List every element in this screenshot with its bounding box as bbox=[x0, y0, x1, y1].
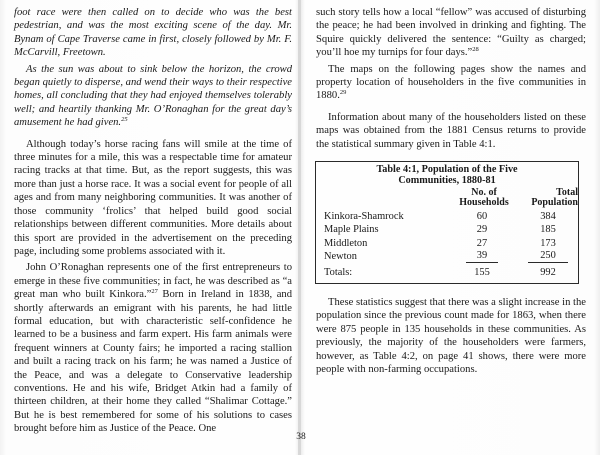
population-value: 173 bbox=[540, 237, 556, 249]
population-table bbox=[315, 161, 579, 284]
population-value: 384 bbox=[540, 211, 556, 223]
table-row bbox=[316, 223, 578, 236]
body-paragraph-oronaghan: John O’Ronaghan represents one of the first entrepreneurs to emerge in these five communities; in fact, he was described as “a great man who built Kinkora.”$^{27}$ Born in Ireland in 1838, and shortly afterwards an emigrant with his parents, he had little formal education, but with characteristic self-confidence he learned to be a business and farm expert. His farm animals were frequent winners at County fairs; he imported a racing stallion and built a racing track on his farm; he was named a Justice of the Peace, and was a delegate to Conservative leadership conventions. He and his wife, Bridget Atkin had a family of thirteen children, at their home they called “Shalimar Cottage.” But he is best remembered for some of his solutions to cases brought before him as Justice of the Peace. One bbox=[14, 262, 292, 435]
totals-population: 992 bbox=[540, 266, 556, 278]
table-totals-row bbox=[316, 266, 578, 279]
population-value: 250 bbox=[528, 250, 568, 263]
households-value: 39 bbox=[466, 250, 498, 263]
totals-label: Totals: bbox=[324, 266, 353, 278]
quote-paragraph-2: As the sun was about to sink below the horizon, the crowd began quietly to disperse, and wend their ways to their respective homes, all concluding that they had enjoyed themselves tolerably well; and heartily thanking Mr. O’Ronaghan for the great day’s amusement he had given.$^{25}$ bbox=[14, 63, 292, 129]
community-name: Kinkora-Shamrock bbox=[324, 211, 404, 223]
community-name: Middleton bbox=[324, 237, 368, 249]
left-page-text bbox=[14, 6, 292, 436]
body-paragraph-squire: such story tells how a local “fellow” was accused of disturbing the peace; he had been involved in drinking and fighting. The Squire quickly delivered the sentence: “Guilty as charged; you’ll hoe my turnips for four days.”$^{28}$ bbox=[316, 7, 586, 59]
households-value: 27 bbox=[476, 237, 488, 249]
body-paragraph-census: Information about many of the householders listed on these maps was obtained from the 1881 Census returns to provide the statistical summary given in Table 4:1. bbox=[316, 111, 586, 150]
body-paragraph-statistics: These statistics suggest that there was a slight increase in the population since the previous count made for 1863, when there were 875 people in 135 households in these communities. As previously, the majority of the householders were farmers, however, as Table 4:2, on page 41 shows, there were more people with non-farming occupations. bbox=[316, 297, 586, 376]
table-row bbox=[316, 210, 578, 223]
table-caption: Table 4:1, Population of the Five Communities, 1880-81 bbox=[376, 164, 518, 187]
table-row bbox=[316, 237, 578, 250]
community-name: Newton bbox=[324, 251, 357, 263]
quote-paragraph-1: foot race were then called on to decide who was the best pedestrian, and was the most exciting scene of the day. Mr. Bynam of Cape Traverse came in first, closely followed by Mr. F. McCarvill, Freetown. bbox=[14, 7, 292, 59]
table-row bbox=[316, 250, 578, 263]
right-page-text bbox=[316, 6, 586, 376]
footnote-ref: 25 bbox=[121, 116, 128, 124]
households-value: 29 bbox=[476, 224, 488, 236]
header-households: No. of Households bbox=[459, 187, 509, 208]
footnote-ref: 27 bbox=[151, 288, 158, 296]
book-gutter bbox=[298, 0, 301, 455]
header-population: Total Population bbox=[531, 187, 578, 208]
table-header bbox=[316, 186, 578, 210]
body-paragraph-maps: The maps on the following pages show the names and property location of householders in the five communities in 1880.29 bbox=[316, 63, 586, 102]
totals-households: 155 bbox=[474, 266, 490, 278]
footnote-ref: 28 bbox=[472, 46, 479, 54]
page-number: 38 bbox=[296, 432, 306, 442]
households-value: 60 bbox=[476, 211, 488, 223]
body-paragraph-horse-racing: Although today’s horse racing fans will smile at the time of three minutes for a mile, this was a respectable time for amateur racing tracks at that time. But, as the report suggests, this was more than just a horse race. It was a social event for people of all ages and from many neighboring communities. It was another of those community ‘frolics’ that helped build good social relationships between different communities. More details about this sport are provided in the advertisement on the preceding page, including some problems associated with it. bbox=[14, 138, 292, 257]
footnote-ref: 29 bbox=[339, 89, 347, 97]
community-name: Maple Plains bbox=[324, 224, 379, 236]
population-value: 185 bbox=[540, 224, 556, 236]
